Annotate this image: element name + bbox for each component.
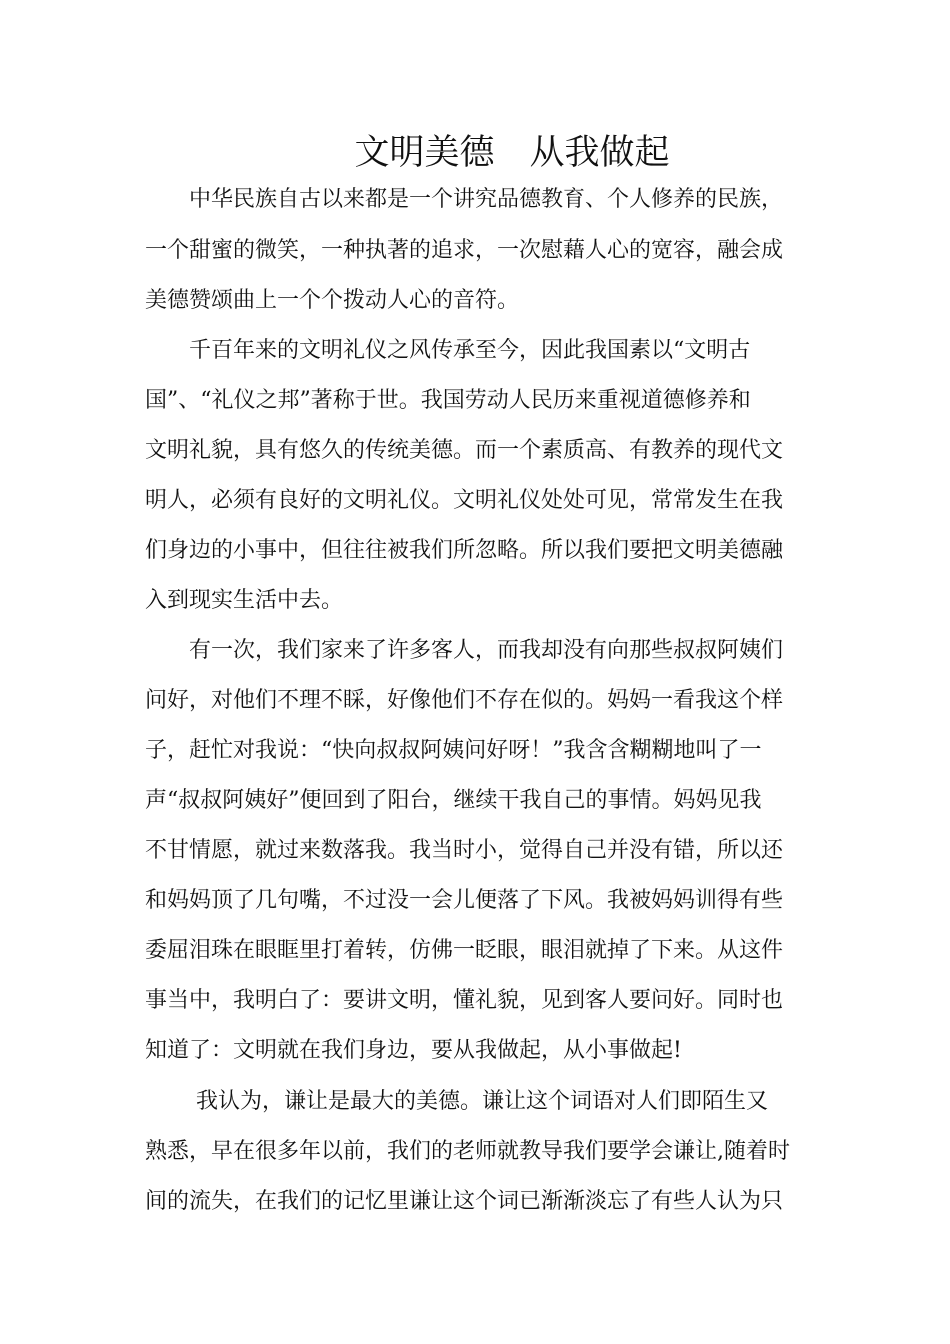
text-line: 子，赶忙对我说：“快向叔叔阿姨问好呀！”我含含糊糊地叫了一 (145, 738, 762, 763)
text-line: 国”、“礼仪之邦”著称于世。我国劳动人民历来重视道德修养和 (145, 388, 751, 413)
text-line: 间的流失，在我们的记忆里谦让这个词已渐渐淡忘了有些人认为只 (145, 1189, 784, 1214)
text-line: 我认为，谦让是最大的美德。谦让这个词语对人们即陌生又 (145, 1089, 768, 1114)
text-line: 明人，必须有良好的文明礼仪。文明礼仪处处可见，常常发生在我 (145, 488, 784, 513)
text-line: 不甘情愿，就过来数落我。我当时小，觉得自己并没有错，所以还 (145, 838, 784, 863)
text-line: 美德赞颂曲上一个个拨动人心的音符。 (145, 288, 520, 313)
text-line: 入到现实生活中去。 (145, 588, 344, 613)
text-line: 知道了：文明就在我们身边，要从我做起，从小事做起! (145, 1038, 682, 1063)
text-line: 千百年来的文明礼仪之风传承至今，因此我国素以“文明古 (145, 338, 751, 363)
text-line: 事当中，我明白了：要讲文明，懂礼貌，见到客人要问好。同时也 (145, 988, 784, 1013)
text-line: 有一次，我们家来了许多客人，而我却没有向那些叔叔阿姨们 (145, 638, 784, 663)
text-line: 熟悉，早在很多年以前，我们的老师就教导我们要学会谦让,随着时 (145, 1139, 790, 1164)
document-title: 文明美德 从我做起 (354, 133, 670, 173)
text-line: 委屈泪珠在眼眶里打着转，仿佛一眨眼，眼泪就掉了下来。从这件 (145, 938, 784, 963)
text-line: 们身边的小事中，但往往被我们所忽略。所以我们要把文明美德融 (145, 538, 784, 563)
text-line: 一个甜蜜的微笑，一种执著的追求，一次慰藉人心的宽容，融会成 (145, 238, 784, 263)
text-line: 中华民族自古以来都是一个讲究品德教育、个人修养的民族， (145, 187, 784, 212)
text-line: 文明礼貌，具有悠久的传统美德。而一个素质高、有教养的现代文 (145, 438, 784, 463)
text-line: 声“叔叔阿姨好”便回到了阳台，继续干我自己的事情。妈妈见我 (145, 788, 762, 813)
text-line: 问好，对他们不理不睬，好像他们不存在似的。妈妈一看我这个样 (145, 688, 784, 713)
text-line: 和妈妈顶了几句嘴，不过没一会儿便落了下风。我被妈妈训得有些 (145, 888, 784, 913)
